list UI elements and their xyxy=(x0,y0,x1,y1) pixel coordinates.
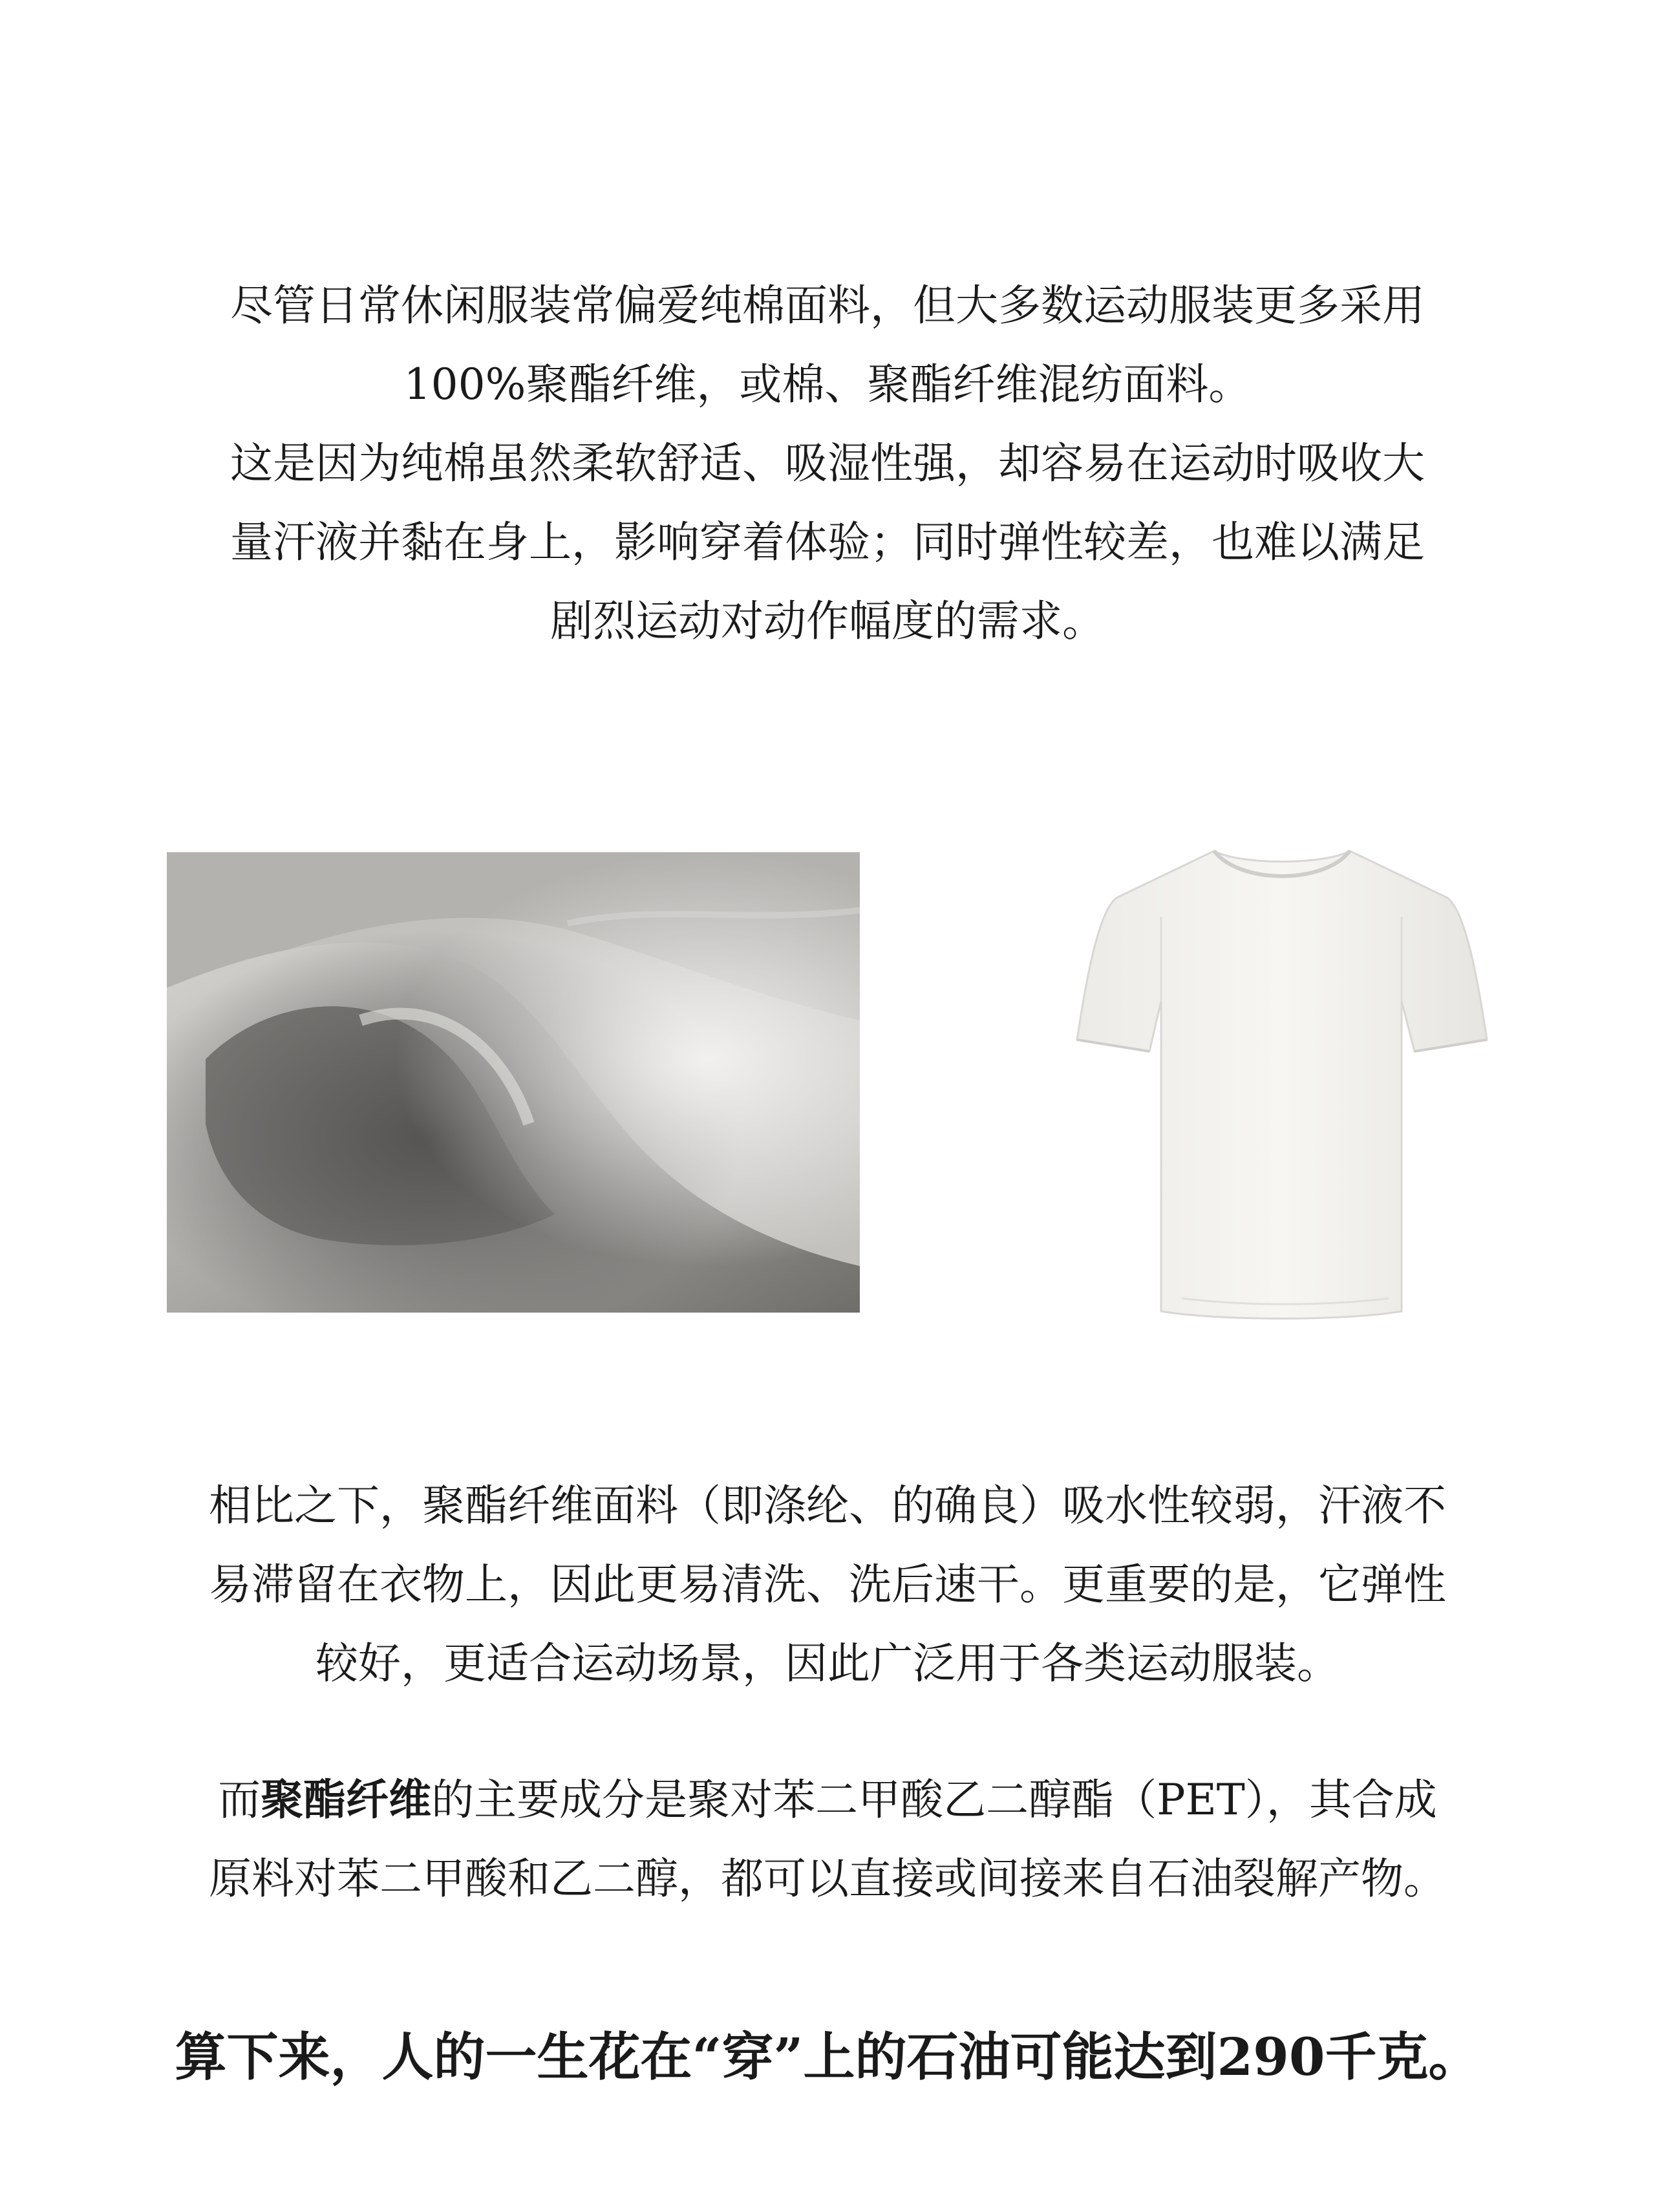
text-line: 较好，更适合运动场景，因此广泛用于各类运动服装。 xyxy=(315,1638,1340,1688)
text-line: 100%聚酯纤维，或棉、聚酯纤维混纺面料。 xyxy=(403,360,1252,409)
bold-term: 聚酯纤维 xyxy=(261,1774,432,1825)
composition-paragraph xyxy=(0,1760,1655,1918)
text-line: 原料对苯二甲酸和乙二醇，都可以直接或间接来自石油裂解产物。 xyxy=(209,1854,1446,1904)
text-line xyxy=(0,1760,1655,1840)
text-fragment: 而 xyxy=(218,1775,261,1825)
fabric-illustration xyxy=(167,852,860,1313)
tshirt-illustration xyxy=(1052,846,1511,1357)
text-fragment: 的主要成分是聚对苯二甲酸乙二醇酯（PET），其合成 xyxy=(431,1775,1437,1825)
comparison-paragraph xyxy=(0,1466,1655,1703)
text-line: 这是因为纯棉虽然柔软舒适、吸湿性强，却容易在运动时吸收大 xyxy=(230,438,1425,488)
conclusion-heading xyxy=(0,2015,1655,2099)
intro-paragraph xyxy=(0,266,1655,661)
text-line: 剧烈运动对动作幅度的需求。 xyxy=(550,596,1105,646)
text-line: 算下来，人的一生花在“穿”上的石油可能达到290千克。 xyxy=(175,2026,1480,2087)
text-line: 易滞留在衣物上，因此更易清洗、洗后速干。更重要的是，它弹性 xyxy=(209,1560,1446,1609)
text-line: 尽管日常休闲服装常偏爱纯棉面料，但大多数运动服装更多采用 xyxy=(230,281,1425,330)
fabric-photo xyxy=(167,852,860,1313)
text-line: 相比之下，聚酯纤维面料（即涤纶、的确良）吸水性较弱，汗液不 xyxy=(209,1481,1446,1530)
tshirt-photo xyxy=(1052,846,1511,1357)
text-line: 量汗液并黏在身上，影响穿着体验；同时弹性较差，也难以满足 xyxy=(230,517,1425,567)
